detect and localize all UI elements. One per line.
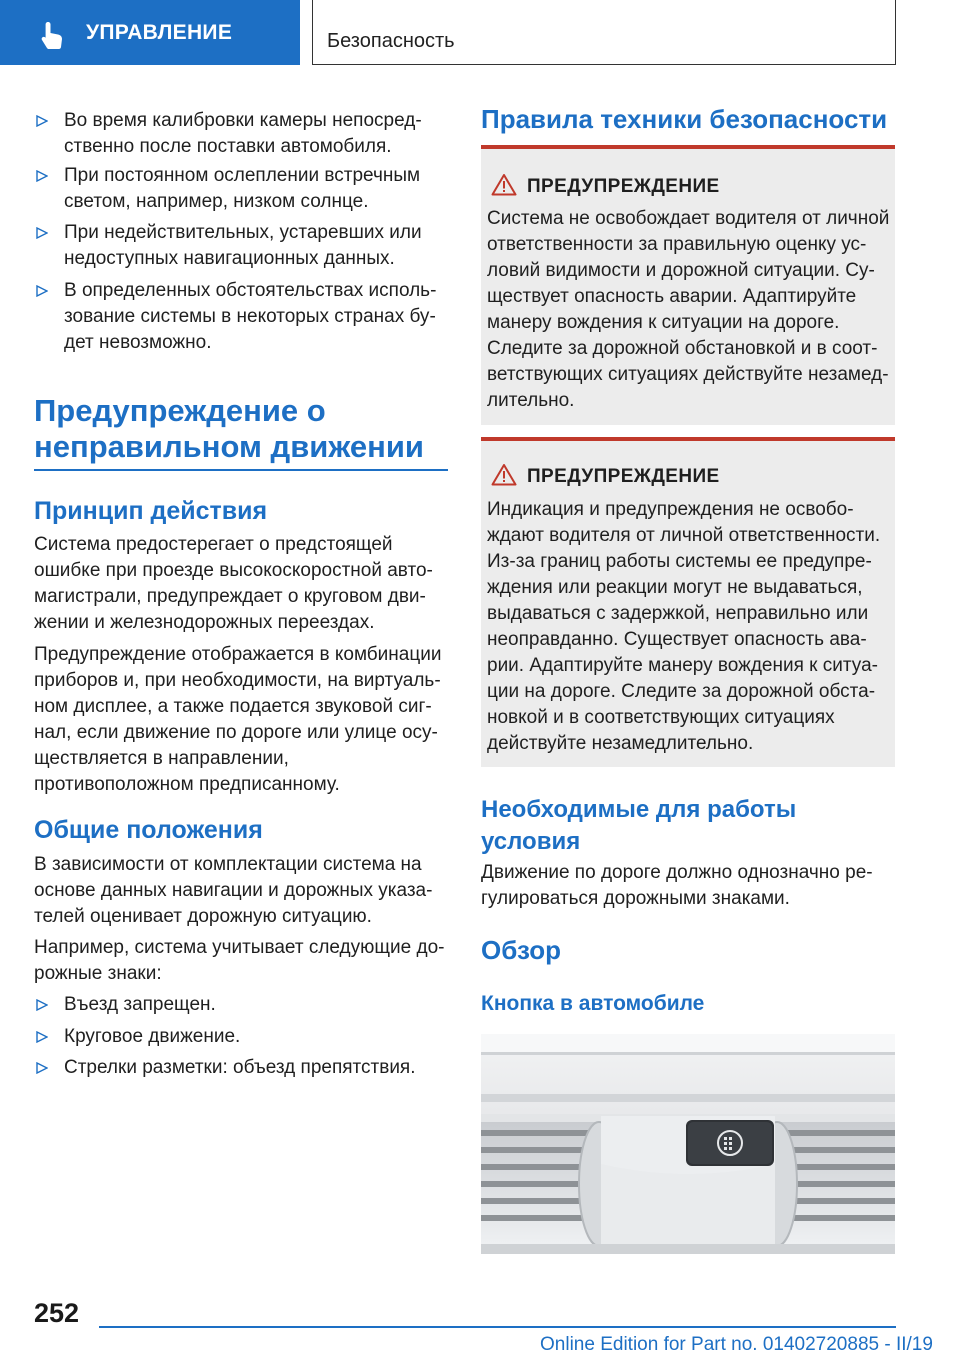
footer-divider [99,1326,896,1328]
list-item [34,220,448,272]
hazard-button [686,1120,774,1166]
triangle-bullet-icon [36,170,48,182]
list-item [34,1055,448,1081]
triangle-bullet-icon [36,285,48,297]
chapter-tab [0,0,300,65]
section-header [312,0,896,65]
list-item-text: В определенных обстоятельствах использование системы в некоторых странах будет невозможно. [64,280,437,353]
warning-title: ПРЕДУПРЕЖДЕНИЕ [527,176,720,197]
car-button-photo [481,1034,895,1254]
conditions-heading-line-1: Необходимые для работы [481,796,797,823]
dashboard-illustration [481,1034,895,1254]
general-paragraph-1: В зависимости от комплектации система на основе данных навигации и дорожных указателей оценивает дорожную ситуацию. [34,854,433,927]
warning-box [481,437,895,767]
warning-text: Индикация и предупреждения не освобождают водителя от личной ответственности. Из-за границ работы системы ее предупреждения или реакции могут не выдаваться, выдаваться с задержкой, неправильно или неоправданно. Существует опасность аварии. Адаптируйте манеру вождения к ситуации на дороге. Следите за дорожной обстановкой и в соответствующих ситуациях действуйте незамедлительно. [487,499,881,754]
right-air-vent [757,1122,895,1246]
list-item [34,278,448,356]
list-item [34,108,448,160]
list-item-text: При недействительных, устаревших или недоступных навигационных данных. [64,222,422,269]
list-item [34,1024,448,1050]
list-item-text: Во время калибровки камеры непосредственно после поставки автомобиля. [64,110,422,157]
general-heading: Общие положения [34,816,263,844]
general-paragraph-2: Например, система учитывает следующие дорожные знаки: [34,937,445,984]
title-divider [34,469,448,471]
warning-bar [481,145,895,149]
button-heading: Кнопка в автомобиле [481,992,705,1015]
warning-title: ПРЕДУПРЕЖДЕНИЕ [527,466,720,487]
warning-bar [481,437,895,441]
triangle-bullet-icon [36,1031,48,1043]
left-air-vent [481,1122,619,1246]
warning-box [481,145,895,425]
list-item-text: Стрелки разметки: объезд препятствия. [64,1057,416,1078]
hand-pointer-icon [38,20,66,50]
list-item-text: Въезд запрещен. [64,994,216,1015]
main-title-line-1: Предупреждение о [34,393,326,428]
triangle-bullet-icon [36,227,48,239]
edition-info: Online Edition for Part no. 01402720885 - II/19 [540,1334,933,1355]
conditions-text: Движение по дороге должно однозначно регулироваться дорожными знаками. [481,862,873,909]
overview-heading: Обзор [481,935,561,965]
triangle-bullet-icon [36,999,48,1011]
main-title-line-2: неправильном движении [34,429,424,464]
warning-triangle-icon [491,173,517,196]
principle-paragraph-1: Система предостерегает о предстоящей ошибке при проезде высокоскоростной автомагистрали, предупреждает о круговом движении и железнодорожных переездах. [34,534,433,633]
principle-paragraph-2: Предупреждение отображается в комбинации приборов и, при необходимости, на виртуальном дисплее, а также подается звуковой сигнал, если движение по дороге или улице осуществляется в направлении, противоположном предписанному. [34,644,442,795]
warning-triangle-icon [491,463,517,486]
warning-text: Система не освобождает водителя от личной ответственности за правильную оценку условий видимости и дорожной ситуации. Существует опасность аварии. Адаптируйте манеру вождения к ситуации на дороге. Следите за дорожной обстановкой и в соответствующих ситуациях действуйте незамедлительно. [487,208,890,411]
chapter-title: УПРАВЛЕНИЕ [86,21,233,44]
page-number: 252 [34,1298,80,1328]
triangle-bullet-icon [36,1062,48,1074]
list-item-text: Круговое движение. [64,1026,241,1047]
list-item [34,992,448,1018]
triangle-bullet-icon [36,115,48,127]
conditions-heading-line-2: условия [481,828,581,855]
list-item [34,163,448,215]
list-item-text: При постоянном ослеплении встречным светом, например, низком солнце. [64,165,421,212]
principle-heading: Принцип действия [34,497,268,525]
section-title: Безопасность [327,30,455,52]
rules-heading: Правила техники безопасности [481,104,888,134]
